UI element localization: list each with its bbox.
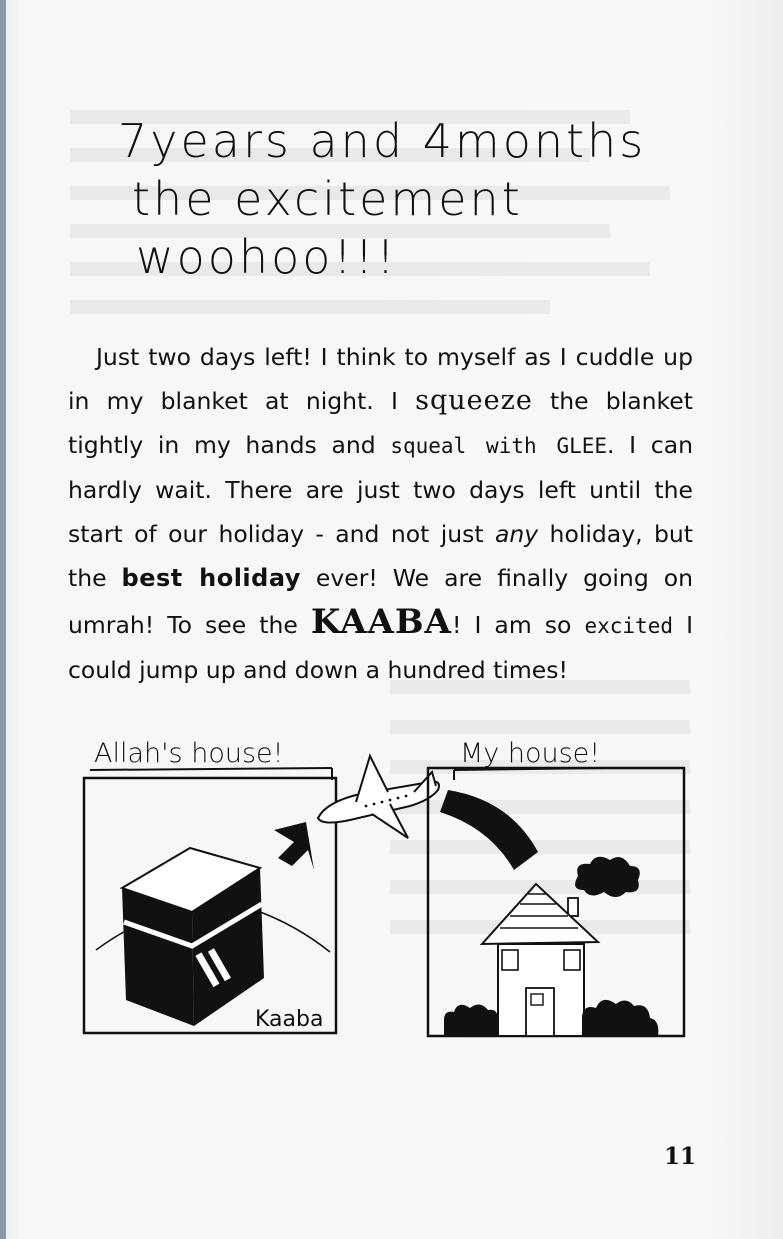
bush-right-icon	[582, 1000, 658, 1036]
excited-word: excited	[584, 614, 673, 638]
text-segment: ever! We are finally going on umrah! To see the	[68, 564, 693, 639]
kaaba-word: KAABA	[310, 602, 452, 642]
story-paragraph	[68, 335, 693, 692]
title-line-1: 7years and 4months	[118, 114, 647, 168]
arrow-from-house-icon	[440, 790, 538, 870]
house-drawing	[482, 884, 598, 1036]
text-segment: the blanket tightly in my hands and	[68, 387, 693, 459]
text-segment: . I can hardly wait. There are just two days left until the start of our holiday - and not just	[68, 431, 694, 548]
my-house-label: My house!	[460, 738, 601, 769]
kaaba-drawing	[122, 848, 264, 1026]
allahs-house-panel	[84, 738, 336, 1033]
text-segment: holiday, but the	[68, 520, 693, 592]
my-house-panel	[428, 738, 684, 1036]
travel-illustration	[70, 720, 700, 1050]
text-segment: ! I am so	[451, 611, 585, 639]
text-segment: I could jump up and down a hundred times!	[68, 611, 693, 684]
kaaba-label: Kaaba	[255, 1007, 324, 1032]
squeeze-word: squeeze	[415, 385, 533, 416]
arrow-to-kaaba-icon	[274, 822, 314, 870]
text-segment: Just two days left! I think to myself as I cuddle up in my blanket at night. I	[68, 343, 693, 415]
title-line-2: the excitement	[132, 172, 523, 226]
best-holiday-phrase: best holiday	[121, 564, 301, 592]
page-number: 11	[664, 1143, 697, 1170]
title-line-3: woohoo!!!	[136, 230, 398, 284]
allahs-house-label: Allah's house!	[94, 738, 284, 769]
bush-left-icon	[444, 1004, 498, 1036]
smoke-cloud-icon	[575, 857, 640, 897]
any-word: any	[494, 520, 539, 548]
squeal-with-glee-phrase: squeal with GLEE	[390, 434, 608, 458]
chapter-title	[118, 112, 678, 286]
page-edge-shadow	[0, 0, 6, 1239]
